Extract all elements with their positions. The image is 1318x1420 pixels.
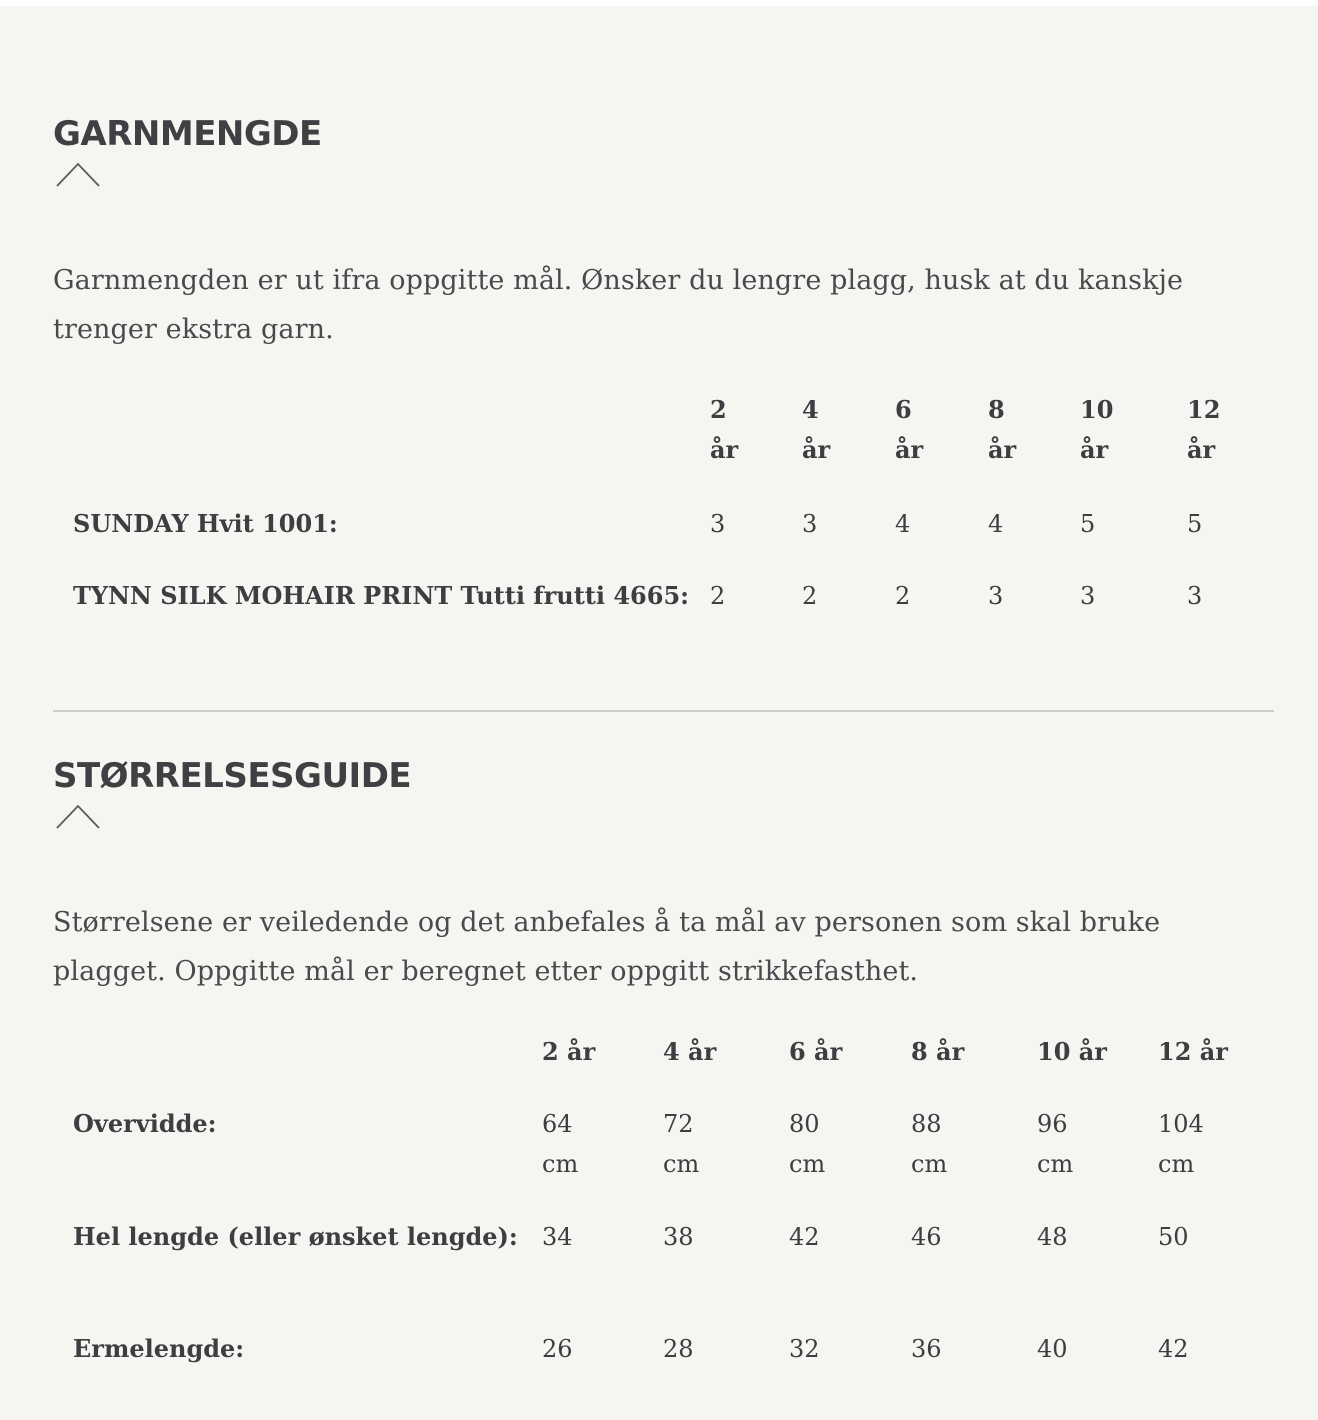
garnmengde-table [73, 390, 1257, 666]
header-unit: år [710, 435, 739, 464]
chevron-up-icon[interactable] [55, 802, 101, 830]
header-size-6: 6 år [789, 1037, 843, 1066]
header-num: 6 [895, 395, 912, 424]
table-cell [1037, 1104, 1158, 1217]
header-size-8: 8 år [911, 1037, 965, 1066]
table-cell: 26 [542, 1335, 573, 1363]
header-num: 8 [988, 395, 1005, 424]
table-cell: 3 [710, 510, 726, 538]
chevron-up-icon[interactable] [55, 160, 101, 188]
table-cell: 38 [663, 1223, 694, 1251]
header-num: 10 [1080, 395, 1114, 424]
table-cell: 48 [1037, 1223, 1068, 1251]
garnmengde-section [53, 114, 1274, 674]
row-label: Overvidde: [73, 1109, 217, 1138]
header-size-12: 12 år [1158, 1037, 1228, 1066]
garnmengde-title: GARNMENGDE [53, 114, 322, 154]
header-unit: år [1080, 435, 1109, 464]
table-cell: 4 [988, 510, 1004, 538]
table-cell: 42 [789, 1223, 820, 1251]
header-size-6 [895, 390, 988, 504]
table-row [73, 504, 1257, 576]
storrelsesguide-table [73, 1032, 1258, 1389]
header-num: 4 [802, 395, 819, 424]
cell-num: 88 [911, 1110, 942, 1138]
header-size-4 [802, 390, 895, 504]
header-size-8 [988, 390, 1080, 504]
pattern-info-panel [0, 6, 1318, 1420]
table-cell: 32 [789, 1335, 820, 1363]
header-num: 2 [710, 395, 727, 424]
cell-unit: cm [1037, 1150, 1074, 1178]
table-row [73, 1329, 1258, 1389]
storrelsesguide-header-row [73, 1032, 1258, 1104]
cell-unit: cm [789, 1150, 826, 1178]
table-cell: 5 [1080, 510, 1096, 538]
section-divider [53, 710, 1274, 712]
table-row [73, 1104, 1258, 1217]
table-cell: 4 [895, 510, 911, 538]
table-cell: 5 [1187, 510, 1203, 538]
table-cell: 2 [710, 582, 726, 610]
header-size-2 [710, 390, 802, 504]
cell-num: 96 [1037, 1110, 1068, 1138]
table-cell: 3 [988, 582, 1004, 610]
table-cell: 40 [1037, 1335, 1068, 1363]
table-row [73, 1217, 1258, 1329]
row-label: SUNDAY Hvit 1001: [73, 509, 338, 538]
cell-unit: cm [663, 1150, 700, 1178]
header-unit: år [802, 435, 831, 464]
header-num: 12 [1187, 395, 1221, 424]
table-cell: 28 [663, 1335, 694, 1363]
table-cell [1158, 1104, 1258, 1217]
table-cell [663, 1104, 789, 1217]
header-unit: år [1187, 435, 1216, 464]
storrelsesguide-section [53, 756, 1274, 1396]
table-cell: 3 [1187, 582, 1203, 610]
header-unit: år [895, 435, 924, 464]
cell-unit: cm [1158, 1150, 1195, 1178]
table-cell [542, 1104, 663, 1217]
row-label: TYNN SILK MOHAIR PRINT Tutti frutti 4665: [73, 581, 690, 610]
header-size-12 [1187, 390, 1257, 504]
table-cell [911, 1104, 1037, 1217]
table-cell: 2 [802, 582, 818, 610]
table-cell: 36 [911, 1335, 942, 1363]
cell-num: 80 [789, 1110, 820, 1138]
table-cell: 3 [802, 510, 818, 538]
header-empty [73, 1032, 542, 1104]
row-label: Hel lengde (eller ønsket lengde): [73, 1222, 518, 1251]
cell-num: 72 [663, 1110, 694, 1138]
cell-unit: cm [911, 1150, 948, 1178]
header-unit: år [988, 435, 1017, 464]
table-cell: 2 [895, 582, 911, 610]
header-size-10: 10 år [1037, 1037, 1107, 1066]
garnmengde-intro: Garnmengden er ut ifra oppgitte mål. Ønsker du lengre plagg, husk at du kanskje trenger ekstra garn. [53, 265, 1184, 345]
header-size-2: 2 år [542, 1037, 596, 1066]
storrelsesguide-intro: Størrelsene er veiledende og det anbefales å ta mål av personen som skal bruke plagget. Oppgitte mål er beregnet etter oppgitt strikkefasthet. [53, 907, 1161, 987]
header-empty [73, 390, 710, 504]
cell-num: 64 [542, 1110, 573, 1138]
table-cell: 46 [911, 1223, 942, 1251]
table-cell [789, 1104, 911, 1217]
header-size-10 [1080, 390, 1187, 504]
table-cell: 42 [1158, 1335, 1189, 1363]
table-cell: 34 [542, 1223, 573, 1251]
header-size-4: 4 år [663, 1037, 717, 1066]
storrelsesguide-title: STØRRELSESGUIDE [53, 756, 412, 796]
cell-num: 104 [1158, 1110, 1204, 1138]
garnmengde-header-row [73, 390, 1257, 504]
table-cell: 50 [1158, 1223, 1189, 1251]
table-cell: 3 [1080, 582, 1096, 610]
cell-unit: cm [542, 1150, 579, 1178]
table-row [73, 576, 1257, 666]
row-label: Ermelengde: [73, 1334, 245, 1363]
